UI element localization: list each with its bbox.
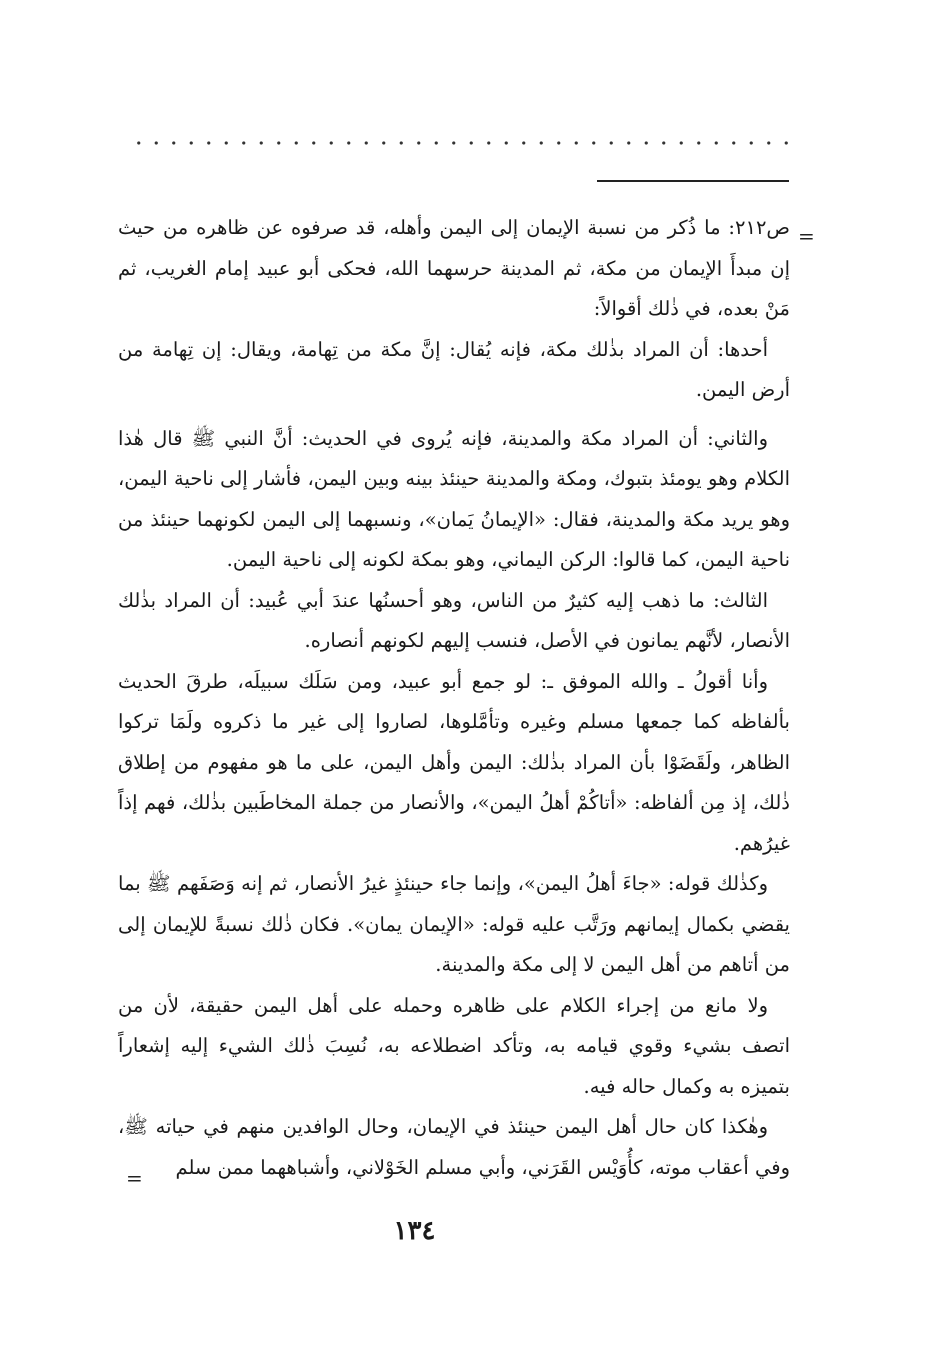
paragraph-4: الثالث: ما ذهب إليه كثيرٌ من الناس، وهو أحسنُها عندَ أبي عُبيد: أن المراد بذٰلك الأنصار، لأنَّهم يمانون في الأصل، فنسب إليهم لكونهم أنصاره. [118,588,790,652]
footnote-text [118,208,790,1188]
footnote-rule [597,180,789,182]
paragraph-3: والثاني: أن المراد مكة والمدينة، فإنه يُروى في الحديث: أنَّ النبي ﷺ قال هٰذا الكلام وهو يومئذ بتبوك، ومكة والمدينة حينئذ بينه وبين اليمن، فأشار إلى ناحية اليمن، وهو يريد مكة والمدينة، فقال: «الإيمانُ يَمان»، ونسبهما إلى اليمن لكونهما حينئذ من ناحية اليمن، كما قالوا: الركن اليماني، وهو بمكة لكونه إلى ناحية اليمن. [118,426,790,571]
page-number: ١٣٤ [393,1216,436,1246]
paragraph-7: ولا مانع من إجراء الكلام على ظاهره وحمله على أهل اليمن حقيقة، لأن من اتصف بشيء وقوي قيامه به، وتأكد اضطلاعه به، نُسِبَ ذٰلك الشيء إليه إشعاراً بتميزه به وكمال حاله فيه. [118,993,790,1098]
paragraph-8: وهٰكذا كان حال أهل اليمن حينئذ في الإيمان، وحال الوافدين منهم في حياته ﷺ، وفي أعقاب موته، كأُوَيْس القَرَني، وأبي مسلم الخَوْلاني، وأشباههما ممن سلم [118,1115,790,1179]
paragraph-6: وكذٰلك قوله: «جاءَ أهلُ اليمن»، وإنما جاء حينئذٍ غيرُ الأنصار، ثم إنه وَصَفَهم ﷺ بما يقضي بكمال إيمانهم ورَتَّب عليه قوله: «الإيمان يمان». فكان ذٰلك نسبةً للإيمان إلى من أتاهم من أهل اليمن لا إلى مكة والمدينة. [118,872,790,976]
dotted-separator [130,138,795,148]
paragraph-1: ص٢١٢: ما ذُكر من نسبة الإيمان إلى اليمن وأهله، قد صرفوه عن ظاهره من حيث إن مبدأَ الإيمان من مكة، ثم المدينة حرسهما الله، فحكى أبو عبيد إمام الغريب، ثم مَنْ بعده، في ذٰلك أقوالاً: [118,216,790,320]
continuation-mark-top: = [798,224,815,248]
continuation-mark-bottom: = [126,1166,143,1190]
paragraph-5: وأنا أقولُ ـ والله الموفق ـ: لو جمع أبو عبيد، ومن سَلَك سبيلَه، طرقَ الحديث بألفاظه كما جمعها مسلم وغيره وتأمَّلوها، لصاروا إلى غير ما ذكروه ولَمَا تركوا الظاهر، ولَقَضَوْا بأن المراد بذٰلك: اليمن وأهل اليمن، على ما هو مفهوم من إطلاق ذٰلك، إذ مِن ألفاظه: «أتاكُمْ أهلُ اليمن»، والأنصار من جملة المخاطَبين بذٰلك، فهم إذاً غيرُهم. [118,669,790,855]
paragraph-2: أحدها: أن المراد بذٰلك مكة، فإنه يُقال: إنَّ مكة من تِهامة، ويقال: إن تِهامة من أرض اليمن. [118,337,790,401]
